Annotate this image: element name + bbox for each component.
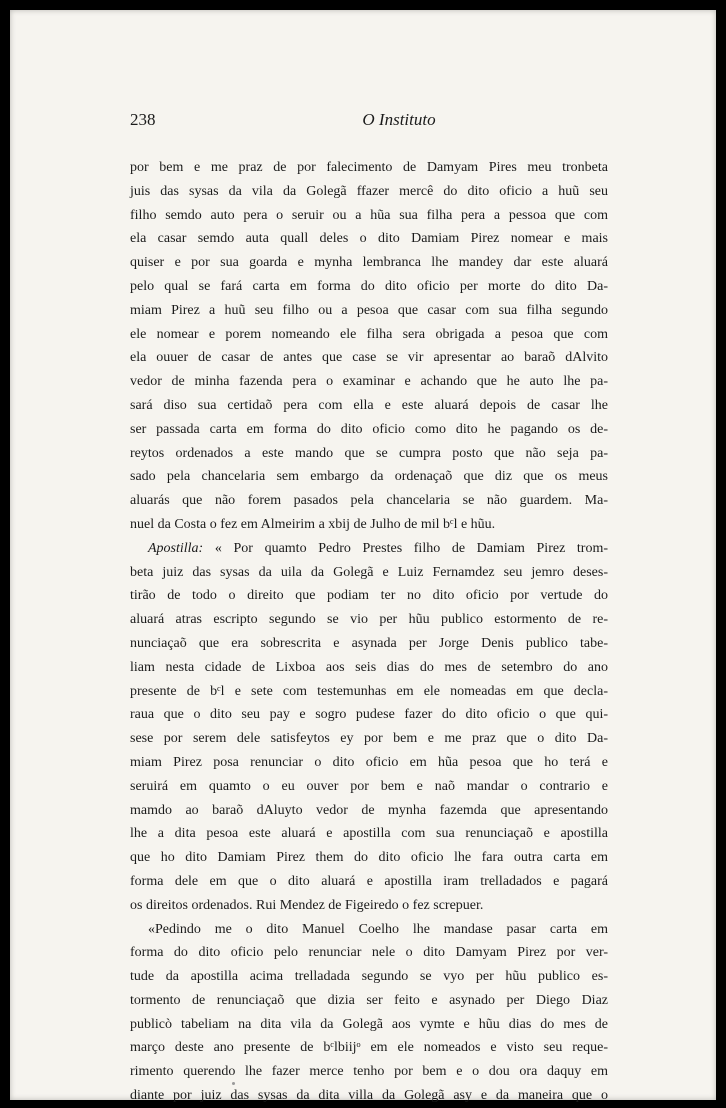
- text-line: sado pela chancelaria sem embargo da ordenaçaõ que diz que os meus: [130, 469, 608, 485]
- text-line: março deste ano presente de bᶜlbiijᵒ em ele nomeados e visto seu reque-: [130, 1040, 608, 1056]
- text-line: vedor de minha fazenda pera o examinar e achando que he auto lhe pa-: [130, 374, 608, 390]
- text-line: ela casar semdo auta quall deles o dito Damiam Pirez nomear e mais: [130, 231, 608, 247]
- text-line: mamdo ao baraõ dAluyto vedor de mynha fazemda que apresentando: [130, 802, 608, 818]
- text-line: filho semdo auto pera o seruir ou a hũa sua filha pera a pessoa que com: [130, 207, 608, 223]
- text-line: juis das sysas da vila da Golegã ffazer mercê do dito oficio a huũ seu: [130, 183, 608, 199]
- text-line: sará diso sua certidaõ pera com ella e este aluará depois de casar lhe: [130, 397, 608, 413]
- text-line: liam nesta cidade de Lixboa aos seis dias do mes de setembro do ano: [130, 659, 608, 675]
- running-head: [130, 110, 608, 136]
- text-line: os direitos ordenados. Rui Mendez de Figeiredo o fez screpuer.: [130, 897, 484, 913]
- apostilla-first-line-text: « Por quamto Pedro Prestes filho de Damiam Pirez trom-: [214, 540, 609, 556]
- text-line: sese por serem dele satisfeytos ey por bem e me praz que o dito Da-: [130, 731, 608, 747]
- text-line: ele nomear e porem nomeando ele filha sera obrigada a pesoa que com: [130, 326, 608, 342]
- text-line: rimento querendo lhe fazer merce tenho por bem e o dou ora daquy em: [130, 1064, 608, 1080]
- text-line: seruirá em quamto o eu ouver por bem e naõ mandar o contrario e: [130, 778, 608, 794]
- scan-speck: [232, 1082, 235, 1085]
- text-line: forma dele em que o dito aluará e apostilla iram trelladados e pagará: [130, 873, 608, 889]
- page-number: 238: [130, 110, 156, 129]
- text-line: «Pedindo me o dito Manuel Coelho lhe mandase pasar carta em: [148, 921, 608, 937]
- text-line: reytos ordenados a este mando que se cumpra posto que não seja pa-: [130, 445, 608, 461]
- text-line: aluarás que não forem pasados pela chancelaria se não guardem. Ma-: [130, 493, 608, 509]
- text-line: nunciaçaõ que era sobrescrita e asynada per Jorge Denis publico tabe-: [130, 635, 608, 651]
- text-line: que ho dito Damiam Pirez them do dito oficio lhe fara outra carta em: [130, 850, 608, 866]
- text-line: miam Pirez posa renunciar o dito oficio em hũa pesoa que ho terá e: [130, 754, 608, 770]
- text-line: ela ouuer de casar de antes que case se vir apresentar ao baraõ dAlvito: [130, 350, 608, 366]
- text-line: pelo qual se fará carta em forma do dito oficio per morte do dito Da-: [130, 278, 608, 294]
- text-line: aluará atras escripto segundo se vio per hũu publico estormento de re-: [130, 612, 608, 628]
- journal-title: O Instituto: [362, 110, 436, 129]
- apostilla-label: Apostilla:: [148, 540, 204, 556]
- text-line: tude da apostilla acima trelladada segundo se vyo per hũu publico es-: [130, 969, 608, 985]
- page-content: [130, 110, 608, 1108]
- text-line: tormento de renunciaçaõ que dizia ser feito e asynado per Diego Diaz: [130, 992, 608, 1008]
- text-line: diante por juiz das sysas da dita villa da Golegã asy e da maneira que o: [130, 1088, 608, 1104]
- text-line: miam Pirez a huũ seu filho ou a pesoa que casar com sua filha segundo: [130, 302, 608, 318]
- text-line: beta juiz das sysas da uila da Golegã e Luiz Fernamdez seu jemro deses-: [130, 564, 608, 580]
- text-line: lhe a dita pesoa este aluará e apostilla com sua renunciaçaõ e apostilla: [130, 826, 608, 842]
- text-line: por bem e me praz de por falecimento de Damyam Pires meu tronbeta: [130, 160, 608, 175]
- text-line: nuel da Costa o fez em Almeirim a xbij de Julho de mil bᶜl e hũu.: [130, 516, 496, 532]
- apostilla-first-line: [130, 537, 608, 561]
- text-line: raua que o dito seu pay e sogro pudese fazer do dito oficio o que qui-: [130, 707, 608, 723]
- text-line: forma do dito oficio pelo renunciar nele o dito Damyam Pirez por ver-: [130, 945, 608, 961]
- body-text: [130, 156, 608, 1108]
- text-line: presente de bᶜl e sete com testemunhas em ele nomeadas em que decla-: [130, 683, 608, 699]
- text-line: quiser e por sua goarda e mynha lembranca lhe mandey dar este aluará: [130, 255, 608, 271]
- scanned-page: [10, 10, 716, 1104]
- text-line: publicò tabeliam na dita vila da Golegã aos vymte e hũu dias do mes de: [130, 1016, 608, 1032]
- text-line: tirão de todo o direito que podiam ter no dito oficio por vertude do: [130, 588, 608, 604]
- text-line: ser passada carta em forma do dito oficio como dito he pagando os de-: [130, 421, 608, 437]
